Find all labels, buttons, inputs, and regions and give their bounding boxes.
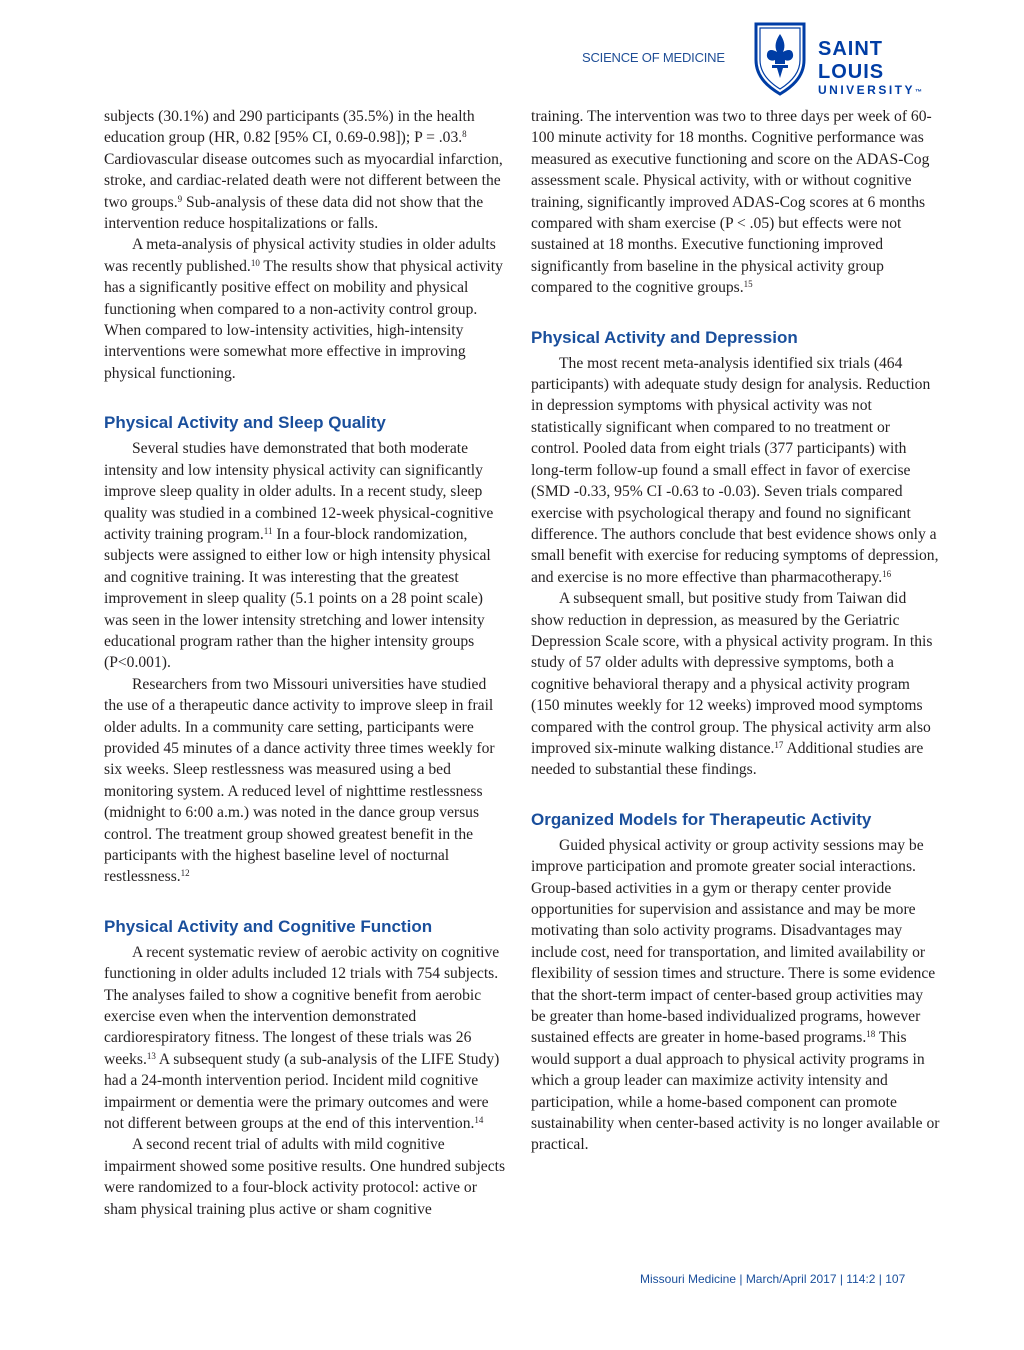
university-logo xyxy=(752,20,952,100)
right-column xyxy=(531,106,941,1156)
paragraph: Guided physical activity or group activity sessions may be improve participation and promote greater social interactions. Group-based activities in a gym or therapy center provide opportunities for supervision and assistance and may be more motivating than solo activity programs. Disadvantages may include cost, need for transportation, and limited availability or flexibility of session times and structure. There is some evidence that the short-term impact of center-based group activities may be greater than home-based individualized programs, however sustained effects are greater in home-based programs.$^{18}$ This would support a dual approach to physical activity programs in which a group leader can maximize activity intensity and participation, while a home-based component can promote sustainability when center-based activity is no longer available or practical. xyxy=(531,836,940,1154)
paragraph: training. The intervention was two to three days per week of 60-100 minute activity for 18 months. Cognitive performance was measured as executive functioning and score on the ADAS-Cog assessment scale. Physical activity, with or without cognitive training, significantly improved ADAS-Cog scores at 6 months compared with sham exercise (P < .05) but effects were not sustained at 18 months. Executive functioning improved significantly from baseline in the physical activity group compared to the cognitive groups.$^{15}$ xyxy=(531,108,932,297)
section-label: SCIENCE OF MEDICINE xyxy=(582,50,725,65)
left-column xyxy=(104,106,509,1220)
section-heading-sleep: Physical Activity and Sleep Quality xyxy=(104,413,386,433)
paragraph: The most recent meta-analysis identified six trials (464 participants) with adequate study design for analysis. Reduction in depression symptoms with physical activity was not statistically significant when compared to no treatment or control. Pooled data from eight trials (377 participants) with long-term follow-up found a small effect in favor of exercise (SMD -0.33, 95% CI -0.63 to -0.03). Seven trials compared exercise with psychological therapy and found no significant difference. The authors conclude that best evidence shows only a small benefit with exercise for reducing symptoms of depression, and exercise is no more effective than pharmacotherapy.$^{16}$ xyxy=(531,354,939,586)
paragraph: Researchers from two Missouri universities have studied the use of a therapeutic dance activity to improve sleep in frail older adults. In a community care setting, participants were provided 45 minutes of a dance activity three times weekly for six weeks. Sleep restlessness was measured using a bed monitoring system. A reduced level of nighttime restlessness (midnight to 6:00 a.m.) was noted in the dance group versus control. The treatment group showed greatest benefit in the participants with the highest baseline level of nocturnal restlessness.$^{12}$ xyxy=(104,675,495,886)
section-heading-cognitive: Physical Activity and Cognitive Function xyxy=(104,916,433,936)
paragraph: subjects (30.1%) and 290 participants (35.5%) in the health education group (HR, 0.82 [95% CI, 0.69-0.98]); P = .03.$^8$ Cardiovascular disease outcomes such as myocardial infarction, stroke, and cardiac-related death were not different between the two groups.$^9$ Sub-analysis of these data did not show that the intervention reduce hospitalizations or falls. xyxy=(104,108,503,233)
page-footer: Missouri Medicine | March/April 2017 | 114:2 | 107 xyxy=(640,1272,906,1286)
fleur-de-lis-shield-icon xyxy=(752,20,808,96)
paragraph: A subsequent small, but positive study from Taiwan did show reduction in depression, as measured by the Geriatric Depression Scale score, with a physical activity program. In this study of 57 older adults with depressive symptoms, both a cognitive behavioral therapy and a physical activity program (150 minutes weekly for 12 weeks) improved mood symptoms compared with the control group. The physical activity arm also improved six-minute walking distance.$^{17}$ Additional studies are needed to substantial these findings. xyxy=(531,590,933,779)
paragraph: A meta-analysis of physical activity studies in older adults was recently published.$^{10}$ The results show that physical activity has a significantly positive effect on mobility and physical functioning when compared to a non-activity control group. When compared to low-intensity activities, high-intensity interventions were somewhat more effective in improving physical functioning. xyxy=(104,236,503,382)
paragraph: A recent systematic review of aerobic activity on cognitive functioning in older adults included 12 trials with 754 subjects. The analyses failed to show a cognitive benefit from aerobic exercise even when the intervention demonstrated cardiorespiratory fitness. The longest of these trials was 26 weeks.$^{13}$ A subsequent study (a sub-analysis of the LIFE Study) had a 24-month intervention period. Incident mild cognitive impairment or dementia were the primary outcomes and were not different between groups at the end of this intervention.$^{14}$ xyxy=(104,943,500,1133)
section-heading-depression: Physical Activity and Depression xyxy=(531,327,798,347)
paragraph: Several studies have demonstrated that both moderate intensity and low intensity physical activity can significantly improve sleep quality in older adults. In a recent study, sleep quality was studied in a combined 12-week physical-cognitive activity training program.$^{11}$ In a four-block randomization, subjects were assigned to either low or high intensity physical and cognitive training. It was interesting that the greatest improvement in sleep quality (5.1 points on a 28 point scale) was seen in the lower intensity stretching and lower intensity educational program rather than the higher intensity groups (P<0.001). xyxy=(104,440,494,672)
section-heading-organized-models: Organized Models for Therapeutic Activity xyxy=(531,809,872,829)
paragraph: A second recent trial of adults with mild cognitive impairment showed some positive results. One hundred subjects were randomized to a four-block activity protocol: active or sham physical training plus active or sham cognitive xyxy=(104,1136,506,1218)
university-name: SAINT LOUIS UNIVERSITY™ xyxy=(818,38,923,97)
